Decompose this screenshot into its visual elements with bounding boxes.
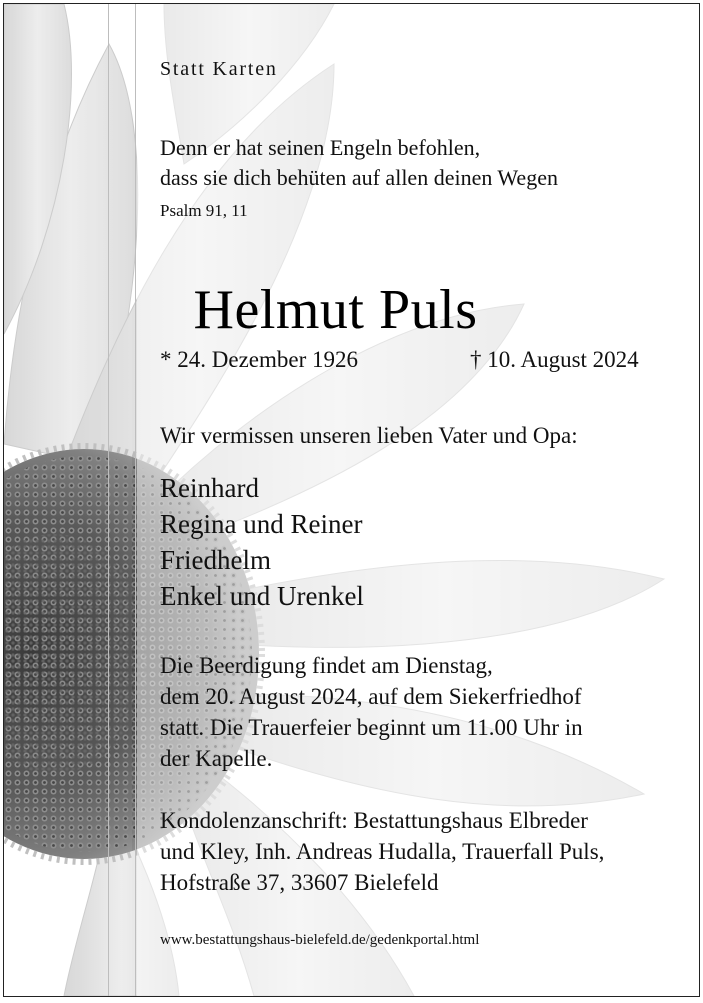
mourners-intro: Wir vermissen unseren lieben Vater und Opa: <box>160 423 578 448</box>
memorial-portal-link[interactable]: www.bestattungshaus-bielefeld.de/gedenkportal.html <box>160 932 480 948</box>
condolence-line: Kondolenzanschrift: Bestattungshaus Elbreder <box>160 808 588 833</box>
psalm-verse-line: dass sie dich behüten auf allen deinen Wegen <box>160 165 558 190</box>
statt-karten-label: Statt Karten <box>160 58 278 80</box>
funeral-details <box>160 650 583 774</box>
mourners-list <box>160 470 364 614</box>
birth-date: * 24. Dezember 1926 <box>160 347 358 372</box>
funeral-line: dem 20. August 2024, auf dem Siekerfriedhof <box>160 684 582 709</box>
psalm-verse <box>160 133 558 193</box>
divider-line-right <box>135 4 136 996</box>
funeral-line: der Kapelle. <box>160 746 273 771</box>
condolence-line: Hofstraße 37, 33607 Bielefeld <box>160 870 439 895</box>
mourner-name: Reinhard <box>160 473 259 503</box>
psalm-reference: Psalm 91, 11 <box>160 201 248 220</box>
mourner-name: Friedhelm <box>160 545 271 575</box>
condolence-line: und Kley, Inh. Andreas Hudalla, Trauerfall Puls, <box>160 839 605 864</box>
deceased-name: Helmut Puls <box>193 279 478 341</box>
funeral-line: statt. Die Trauerfeier beginnt um 11.00 Uhr in <box>160 715 583 740</box>
funeral-line: Die Beerdigung findet am Dienstag, <box>160 653 493 678</box>
mourner-name: Regina und Reiner <box>160 509 363 539</box>
death-date: † 10. August 2024 <box>470 347 639 372</box>
obituary-notice <box>3 3 700 997</box>
divider-line-left <box>108 4 109 996</box>
condolence-address <box>160 805 604 898</box>
psalm-verse-line: Denn er hat seinen Engeln befohlen, <box>160 135 481 160</box>
mourner-name: Enkel und Urenkel <box>160 581 364 611</box>
